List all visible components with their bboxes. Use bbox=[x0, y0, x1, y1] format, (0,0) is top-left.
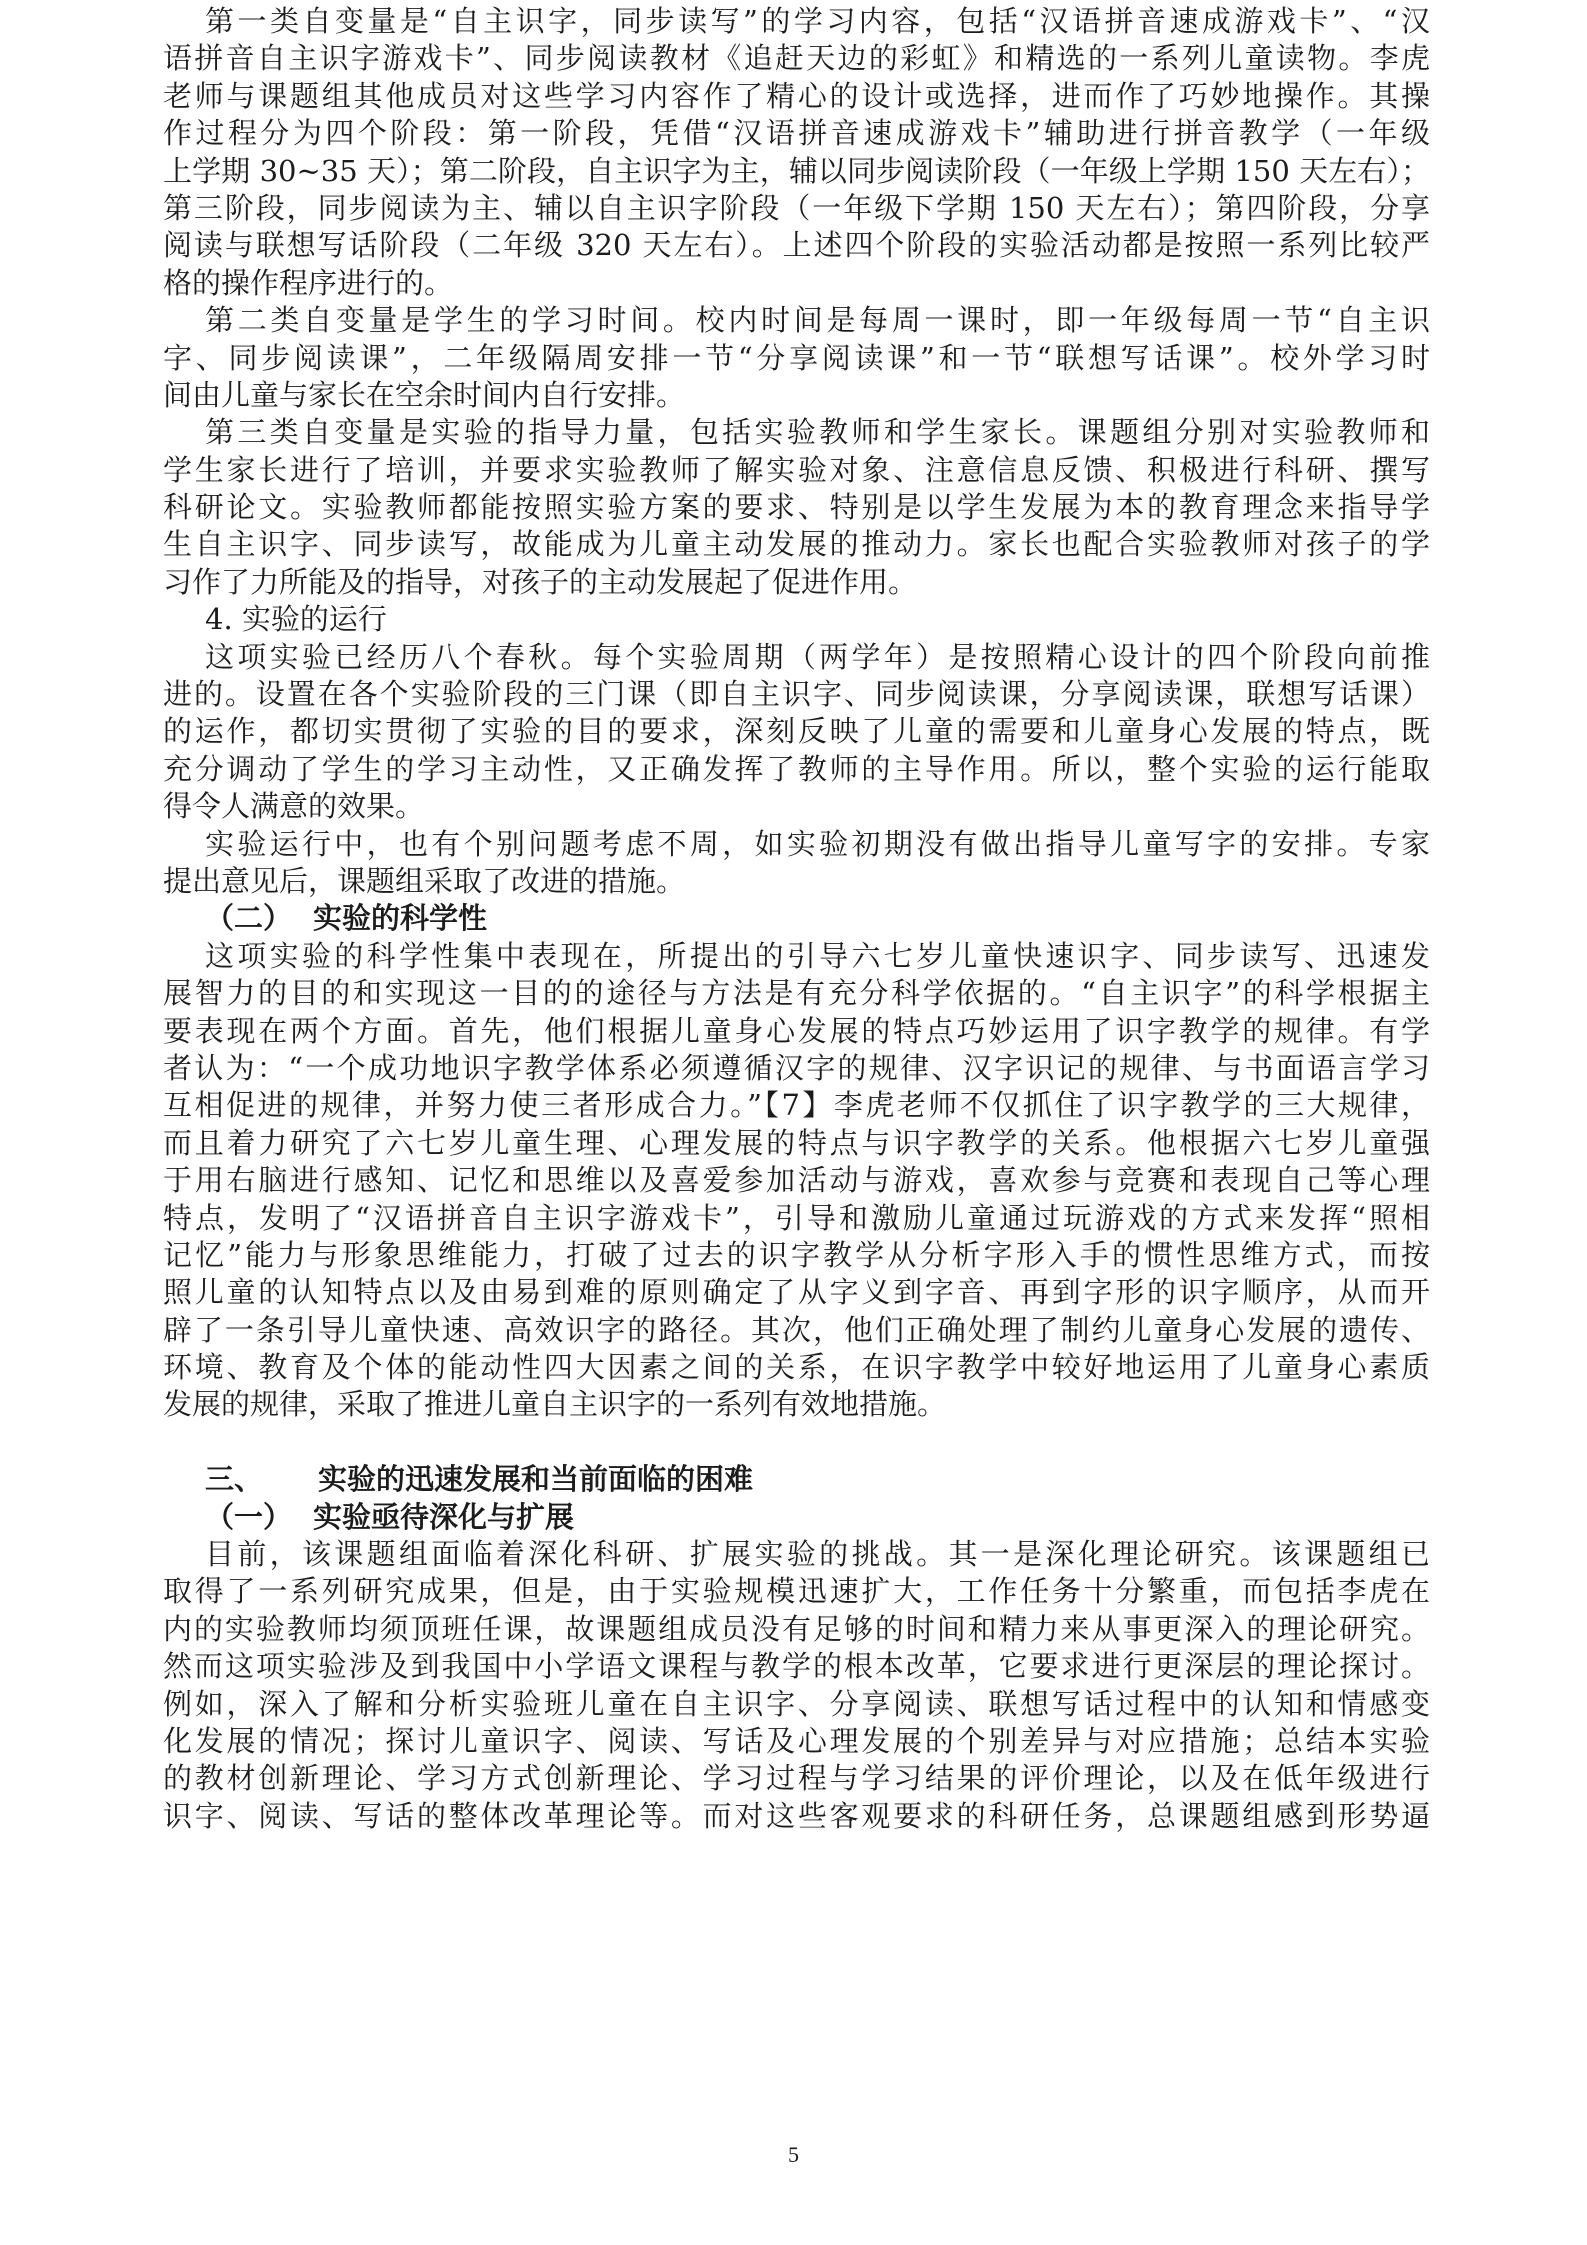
text-line: 上学期 30~35 天）；第二阶段，自主识字为主，辅以同步阅读阶段（一年级上学期 150 天左右）； bbox=[163, 153, 1430, 188]
text-line: 实验运行中，也有个别问题考虑不周，如实验初期没有做出指导儿童写字的安排。专家 bbox=[205, 826, 1430, 861]
subheading-experiment-operation: 4. 实验的运行 bbox=[205, 602, 387, 637]
heading-number: （一） bbox=[205, 1499, 293, 1534]
text-line: 者认为：“一个成功地识字教学体系必须遵循汉字的规律、汉字识记的规律、与书面语言学习 bbox=[163, 1050, 1430, 1085]
text-line: 特点，发明了“汉语拼音自主识字游戏卡”，引导和激励儿童通过玩游戏的方式来发挥“照相 bbox=[163, 1200, 1430, 1235]
heading-title: 实验的科学性 bbox=[313, 901, 488, 936]
text-line: 进的。设置在各个实验阶段的三门课（即自主识字、同步阅读课，分享阅读课，联想写话课） bbox=[163, 677, 1430, 712]
heading-title: 实验亟待深化与扩展 bbox=[313, 1499, 575, 1534]
text-line: 记忆”能力与形象思维能力，打破了过去的识字教学从分析字形入手的惯性思维方式，而按 bbox=[163, 1237, 1430, 1272]
text-line: 字、同步阅读课”，二年级隔周安排一节“分享阅读课”和一节“联想写话课”。校外学习时 bbox=[163, 340, 1430, 375]
text-line: 学生家长进行了培训，并要求实验教师了解实验对象、注意信息反馈、积极进行科研、撰写 bbox=[163, 452, 1430, 487]
section-heading-deepen-expand bbox=[163, 1499, 1430, 1536]
heading-title: 实验的迅速发展和当前面临的困难 bbox=[318, 1462, 754, 1497]
text-line: 习作了力所能及的指导，对孩子的主动发展起了促进作用。 bbox=[163, 564, 918, 599]
heading-number: （二） bbox=[205, 901, 293, 936]
text-line: 间由儿童与家长在空余时间内自行安排。 bbox=[163, 377, 686, 412]
paragraph-deepen-research bbox=[163, 1536, 1430, 1835]
paragraph-operation bbox=[163, 639, 1430, 826]
text-line: 的教材创新理论、学习方式创新理论、学习过程与学习结果的评价理论，以及在低年级进行 bbox=[163, 1761, 1430, 1796]
paragraph-scientific-basis bbox=[163, 938, 1430, 1424]
text-line: 目前，该课题组面临着深化科研、扩展实验的挑战。其一是深化理论研究。该课题组已 bbox=[205, 1537, 1430, 1572]
paragraph-second-variable bbox=[163, 302, 1430, 414]
text-line: 生自主识字、同步读写，故能成为儿童主动发展的推动力。家长也配合实验教师对孩子的学 bbox=[163, 527, 1430, 562]
text-line: 识字、阅读、写话的整体改革理论等。而对这些客观要求的科研任务，总课题组感到形势逼 bbox=[163, 1798, 1430, 1833]
text-line: 科研论文。实验教师都能按照实验方案的要求、特别是以学生发展为本的教育理念来指导学 bbox=[163, 490, 1430, 525]
chapter-heading-development-difficulties bbox=[163, 1461, 1430, 1498]
text-line: 于用右脑进行感知、记忆和思维以及喜爱参加活动与游戏，喜欢参与竞赛和表现自己等心理 bbox=[163, 1163, 1430, 1198]
page-body bbox=[163, 3, 1430, 1835]
text-line: 内的实验教师均须顶班任课，故课题组成员没有足够的时间和精力来从事更深入的理论研究。 bbox=[163, 1611, 1430, 1646]
text-line: 格的操作程序进行的。 bbox=[163, 265, 454, 300]
text-line: 的运作，都切实贯彻了实验的目的要求，深刻反映了儿童的需要和儿童身心发展的特点，既 bbox=[163, 714, 1430, 749]
text-line: 取得了一系列研究成果，但是，由于实验规模迅速扩大，工作任务十分繁重，而包括李虎在 bbox=[163, 1574, 1430, 1609]
text-line: 语拼音自主识字游戏卡”、同步阅读教材《追赶天边的彩虹》和精选的一系列儿童读物。李虎 bbox=[163, 41, 1430, 76]
text-line: 互相促进的规律，并努力使三者形成合力。”【7】李虎老师不仅抓住了识字教学的三大规律， bbox=[163, 1088, 1430, 1123]
text-line: 作过程分为四个阶段：第一阶段，凭借“汉语拼音速成游戏卡”辅助进行拼音教学（一年级 bbox=[163, 116, 1430, 151]
text-line: 充分调动了学生的学习主动性，又正确发挥了教师的主导作用。所以，整个实验的运行能取 bbox=[163, 751, 1430, 786]
page-number: 5 bbox=[788, 2142, 799, 2167]
text-line: 第二类自变量是学生的学习时间。校内时间是每周一课时，即一年级每周一节“自主识 bbox=[205, 303, 1430, 338]
heading-number: 三、 bbox=[205, 1462, 264, 1497]
text-line: 第一类自变量是“自主识字，同步读写”的学习内容，包括“汉语拼音速成游戏卡”、“汉 bbox=[205, 4, 1430, 38]
paragraph-issues bbox=[163, 826, 1430, 901]
text-line: 老师与课题组其他成员对这些学习内容作了精心的设计或选择，进而作了巧妙地操作。其操 bbox=[163, 78, 1430, 113]
paragraph-third-variable bbox=[163, 414, 1430, 601]
section-spacer bbox=[163, 1424, 1430, 1461]
text-line: 这项实验已经历八个春秋。每个实验周期（两学年）是按照精心设计的四个阶段向前推 bbox=[205, 639, 1430, 674]
text-line: 第三类自变量是实验的指导力量，包括实验教师和学生家长。课题组分别对实验教师和 bbox=[205, 415, 1430, 450]
text-line: 而且着力研究了六七岁儿童生理、心理发展的特点与识字教学的关系。他根据六七岁儿童强 bbox=[163, 1125, 1430, 1160]
text-line: 得令人满意的效果。 bbox=[163, 789, 425, 824]
text-line: 例如，深入了解和分析实验班儿童在自主识字、分享阅读、联想写话过程中的认知和情感变 bbox=[163, 1686, 1430, 1721]
text-line: 照儿童的认知特点以及由易到难的原则确定了从字义到字音、再到字形的识字顺序，从而开 bbox=[163, 1275, 1430, 1310]
text-line: 提出意见后，课题组采取了改进的措施。 bbox=[163, 863, 686, 898]
text-line: 环境、教育及个体的能动性四大因素之间的关系，在识字教学中较好地运用了儿童身心素质 bbox=[163, 1350, 1430, 1385]
text-line: 发展的规律，采取了推进儿童自主识字的一系列有效地措施。 bbox=[163, 1387, 947, 1422]
text-line: 展智力的目的和实现这一目的的途径与方法是有充分科学依据的。“自主识字”的科学根据主 bbox=[163, 976, 1430, 1011]
text-line: 第三阶段，同步阅读为主、辅以自主识字阶段（一年级下学期 150 天左右）；第四阶段，分享 bbox=[163, 190, 1430, 225]
text-line: 阅读与联想写话阶段（二年级 320 天左右）。上述四个阶段的实验活动都是按照一系列比较严 bbox=[163, 228, 1430, 263]
text-line: 然而这项实验涉及到我国中小学语文课程与教学的根本改革，它要求进行更深层的理论探讨。 bbox=[163, 1649, 1430, 1684]
paragraph-first-variable bbox=[163, 3, 1430, 302]
section-heading-scientific-nature bbox=[163, 900, 1430, 937]
text-line: 化发展的情况；探讨儿童识字、阅读、写话及心理发展的个别差异与对应措施；总结本实验 bbox=[163, 1723, 1430, 1758]
text-line: 这项实验的科学性集中表现在，所提出的引导六七岁儿童快速识字、同步读写、迅速发 bbox=[205, 938, 1430, 973]
text-line: 辟了一条引导儿童快速、高效识字的路径。其次，他们正确处理了制约儿童身心发展的遗传、 bbox=[163, 1312, 1430, 1347]
text-line: 要表现在两个方面。首先，他们根据儿童身心发展的特点巧妙运用了识字教学的规律。有学 bbox=[163, 1013, 1430, 1048]
